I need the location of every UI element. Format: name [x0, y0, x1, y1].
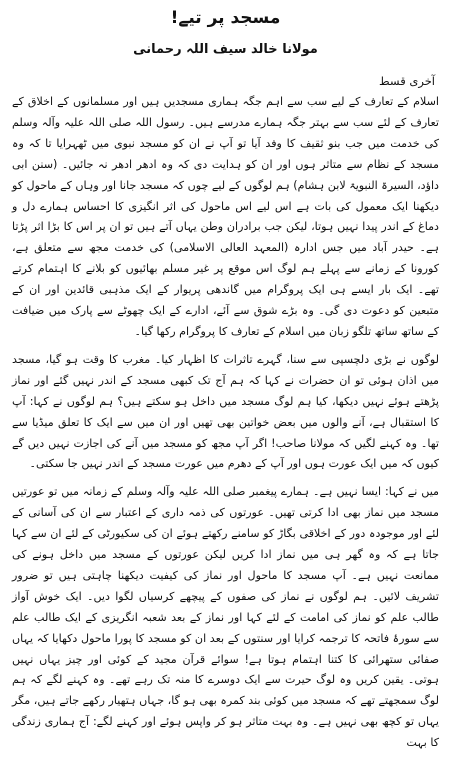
- article-author: مولانا خالد سیف اللہ رحمانی: [133, 42, 318, 57]
- article-page: [0, 6, 449, 769]
- paragraph: میں نے کہا: ایسا نہیں ہے۔ ہمارے پیغمبر صلی اللہ علیہ وآلہ وسلم کے زمانہ میں تو عورتیں مسجد میں نماز بھی ادا کرتی تھیں۔ عورتوں کی ذمہ داری کے اعتبار سے ان کی آسانی کے لئے اور موجودہ دور کے اخلاقی بگاڑ کو سامنے رکھتے ہوئے ان کی سکیورٹی کے لئے ان سے کہا جاتا ہے کہ وہ گھر ہی میں نماز ادا کریں لیکن عورتوں کے مسجد میں داخل ہونے کی ممانعت نہیں ہے۔ آپ مسجد کا ماحول اور نماز کی کیفیت دیکھنا چاہتی ہیں تو ضرور تشریف لائیں۔ ہم لوگوں نے نماز کی صفوں کے پیچھے کرسیاں لگوا دیں۔ ایک خوش آواز طالب علم کو نماز کی امامت کے لئے کہا اور نماز کے بعد شعبہ انگریزی کے ایک طالب علم سے سورۂ فاتحہ کا ترجمہ کرایا اور سنتوں کے بعد ان کو مسجد کا پورا ماحول دکھایا کہ یہاں صفائی ستھرائی کا کتنا اہتمام ہوتا ہے! سوائے قرآن مجید کے کوئی اور چیز یہاں نہیں ہوتی۔ یقین کریں وہ لوگ حیرت سے ایک دوسرے کا منہ تک رہے تھے۔ وہ کہنے لگے کہ ہم لوگ سمجھتے تھے کہ مسجد میں کوئی بند کمرہ بھی ہو گا، جہاں ہتھیار رکھے جاتے ہیں، مگر یہاں تو کچھ بھی نہیں ہے۔ وہ بہت متاثر ہو کر واپس ہوئے اور کہنے لگے: آج ہماری زندگی کا بہت: [12, 485, 439, 750]
- paragraph: اسلام کے تعارف کے لیے سب سے اہم جگہ ہماری مسجدیں ہیں اور مسلمانوں کے اخلاق کے تعارف کے لئے سب سے بہتر جگہ ہمارے مدرسے ہیں۔ رسول اللہ صلی اللہ علیہ وآلہ وسلم کی خدمت میں جب بنو ثقیف کا وفد آیا تو آپ نے ان کو مسجد نبوی میں ٹھہرایا تا کہ وہ مسجد کے نظام سے متاثر ہوں اور ان کو ہدایت دی کہ وہ ادھر ادھر نہ جائیں۔ (سنن ابی داؤد، السیرۃ النبویۃ لابن ہشام) ہم لوگوں کے لیے چوں کہ مسجد جانا اور وہاں کے ماحول کو دیکھنا ایک معمول کی بات ہے اس لیے اس ماحول کی اثر انگیزی کا احساس ہمارے دل و دماغ کے اندر پیدا نہیں ہوتا، لیکن جب برادران وطن یہاں آتے ہیں تو ان پر اس کا بڑا اثر پڑتا ہے۔ حیدر آباد میں جس ادارہ (المعہد العالی الاسلامی) کی خدمت مجھ سے متعلق ہے، کورونا کے زمانے سے پہلے ہم لوگ اس موقع پر غیر مسلم بھائیوں کو بلانے کا اہتمام کرتے تھے۔ ایک بار ایسے ہی ایک پروگرام میں گاندھی پریوار کے ایک مذہبی قائدین اور ان کے متبعین کو دعوت دی گی۔ وہ بڑے شوق سے آئے، ادارے کے ایک چھوٹے سے پارک میں ضیافت کے ساتھ ساتھ تلگو زبان میں اسلام کے تعارف کا پروگرام رکھا گیا۔: [12, 95, 439, 338]
- paragraph: لوگوں نے بڑی دلچسپی سے سنا، گہرے تاثرات کا اظہار کیا۔ مغرب کا وقت ہو گیا، مسجد میں اذان ہوئی تو ان حضرات نے کہا کہ ہم آج تک کبھی مسجد کے اندر نہیں گئے اور نماز پڑھتے ہوئے نہیں دیکھا، کیا ہم لوگ مسجد میں داخل ہو سکتے ہیں؟ ہم لوگوں نے کہا: آپ کا استقبال ہے، آنے والوں میں بعض خواتین بھی تھیں اور ان میں سے ایک کا تعلق میڈیا سے تھا۔ وہ کہنے لگیں کہ مولانا صاحب! اگر آپ مجھ کو مسجد میں آنے کی اجازت نہیں دیں گے کیوں کہ میں ایک عورت ہوں اور آپ کے دھرم میں عورت مسجد کے اندر نہیں جا سکتی۔: [12, 352, 439, 471]
- installment-label: آخری قسط: [379, 74, 435, 88]
- article-body: [12, 92, 439, 754]
- article-title: مسجد پر تیے!: [170, 8, 281, 28]
